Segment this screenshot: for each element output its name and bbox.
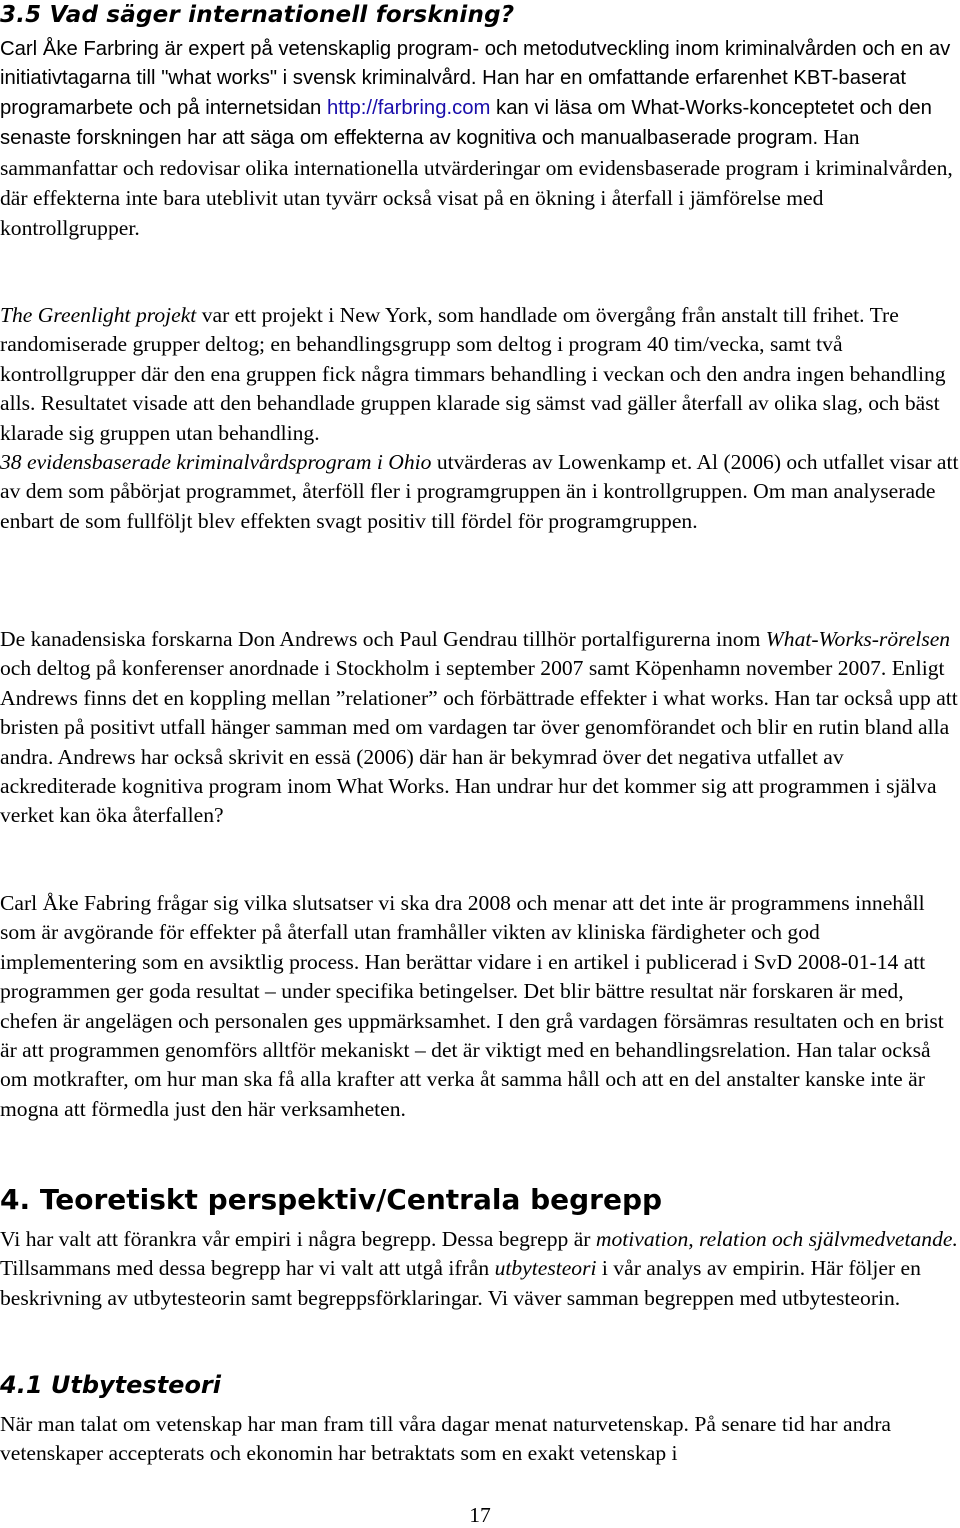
emphasis-what-works: What-Works-rörelsen	[765, 627, 951, 651]
paragraph-greenlight	[0, 301, 960, 536]
chapter-heading-4: 4. Teoretiskt perspektiv/Centrala begrepp	[0, 1183, 663, 1216]
emphasis-ohio: 38 evidensbaserade kriminalvårdsprogram i Ohio	[0, 450, 432, 475]
paragraph-andrews	[0, 625, 960, 831]
emphasis-utbytesteori: utbytesteori	[494, 1256, 597, 1281]
paragraph-fabring-conclusions	[0, 889, 960, 1124]
paragraph-text: kan vi läsa om What-Works-konceptetet och den senaste forskningen har att säga om effekterna av kognitiva och manualbaserade program.	[0, 96, 932, 150]
paragraph-begrepp	[0, 1225, 960, 1313]
paragraph-vetenskap	[0, 1410, 960, 1469]
farbring-link[interactable]: http://farbring.com	[326, 96, 491, 119]
paragraph-text: Carl Åke Farbring är expert på vetenskaplig program- och metodutveckling inom kriminalvården och en av initiativtagarna till "what works" i svensk kriminalvård. Han har en omfattande erfarenhet KBT-baserat programarbete och på internetsidan	[0, 38, 951, 119]
section-heading-4-1: 4.1 Utbytesteori	[0, 1371, 221, 1399]
emphasis-greenlight: The Greenlight projekt	[0, 303, 197, 327]
paragraph-farbring-intro	[0, 35, 958, 245]
paragraph-text: var ett projekt i New York, som handlade om övergång från anstalt till frihet. Tre randomiserade grupper deltog; en behandlingsgrupp som deltog i program 40 tim/vecka, samt två kontrollgrupper där den ena gruppen fick några timmars behandling i veckan och den andra ingen behandling alls. Resultatet visade att den behandlade gruppen klarade sig sämst vad gäller återfall av olika slag, och bäst klarade sig gruppen utan behandling.	[0, 303, 946, 445]
paragraph-text: Tillsammans med dessa begrepp har vi valt att utgå ifrån	[0, 1256, 495, 1281]
paragraph-text: och deltog på konferenser anordnade i Stockholm i september 2007 samt Köpenhamn november 2007. Enligt Andrews finns det en koppling mellan ”relationer” och förbättrade effekter i what works. Han tar också upp att bristen på positivt utfall hänger samman med om vardagen tar över genomförandet och blir en rutin bland alla andra. Andrews har också skrivit en essä (2006) där han är bekymrad över det negativa utfallet av ackrediterade kognitiva program inom What Works. Han undrar hur det kommer sig att programmen i själva verket kan öka återfallen?	[0, 656, 958, 828]
page-number: 17	[469, 1503, 491, 1527]
paragraph-text: Han sammanfattar och redovisar olika internationella utvärderingar om evidensbaserade program i kriminalvården, där effekterna inte bara uteblivit utan tyvärr också visat på en ökning i återfall i jämförelse med kontrollgrupper.	[0, 125, 953, 241]
paragraph-text: utvärderas av Lowenkamp et. Al (2006) och utfallet visar att av dem som påbörjat programmet, återföll fler i programgruppen än i kontrollgruppen. Om man analyserade enbart de som fullföljt blev effekten svagt positiv till fördel för programgruppen.	[0, 450, 959, 533]
paragraph-text: Vi har valt att förankra vår empiri i några begrepp. Dessa begrepp är	[0, 1227, 596, 1251]
paragraph-text: i vår analys av empirin. Här följer en beskrivning av utbytesteorin samt begreppsförklaringar. Vi väver samman begreppen med utbytesteorin.	[0, 1256, 921, 1310]
emphasis-concepts: motivation, relation och självmedvetande.	[595, 1227, 958, 1251]
paragraph-text: När man talat om vetenskap har man fram till våra dagar menat naturvetenskap. På senare tid har andra vetenskaper accepterats och ekonomin har betraktats som en exakt vetenskap i	[0, 1412, 891, 1466]
paragraph-text: De kanadensiska forskarna Don Andrews och Paul Gendrau tillhör portalfigurerna inom	[0, 627, 766, 651]
section-heading-3-5: 3.5 Vad säger internationell forskning?	[0, 2, 515, 28]
paragraph-text: Carl Åke Fabring frågar sig vilka slutsatser vi ska dra 2008 och menar att det inte är programmens innehåll som är avgörande för effekter på återfall utan framhåller vikten av kliniska färdigheter och god implementering som en avsiktlig process. Han berättar vidare i en artikel i publicerad i SvD 2008-01-14 att programmen ger goda resultat – under specifika betingelser. Det blir bättre resultat när forskaren är med, chefen är angelägen och personalen ges uppmärksamhet. I den grå vardagen försämras resultaten och en brist är att programmen genomförs alltför mekaniskt – det är viktigt med en behandlingsrelation. Han talar också om motkrafter, om hur man ska få alla krafter att verka åt samma håll och att en del anstalter kanske inte är mogna att förmedla just den här verksamheten.	[0, 891, 944, 1121]
